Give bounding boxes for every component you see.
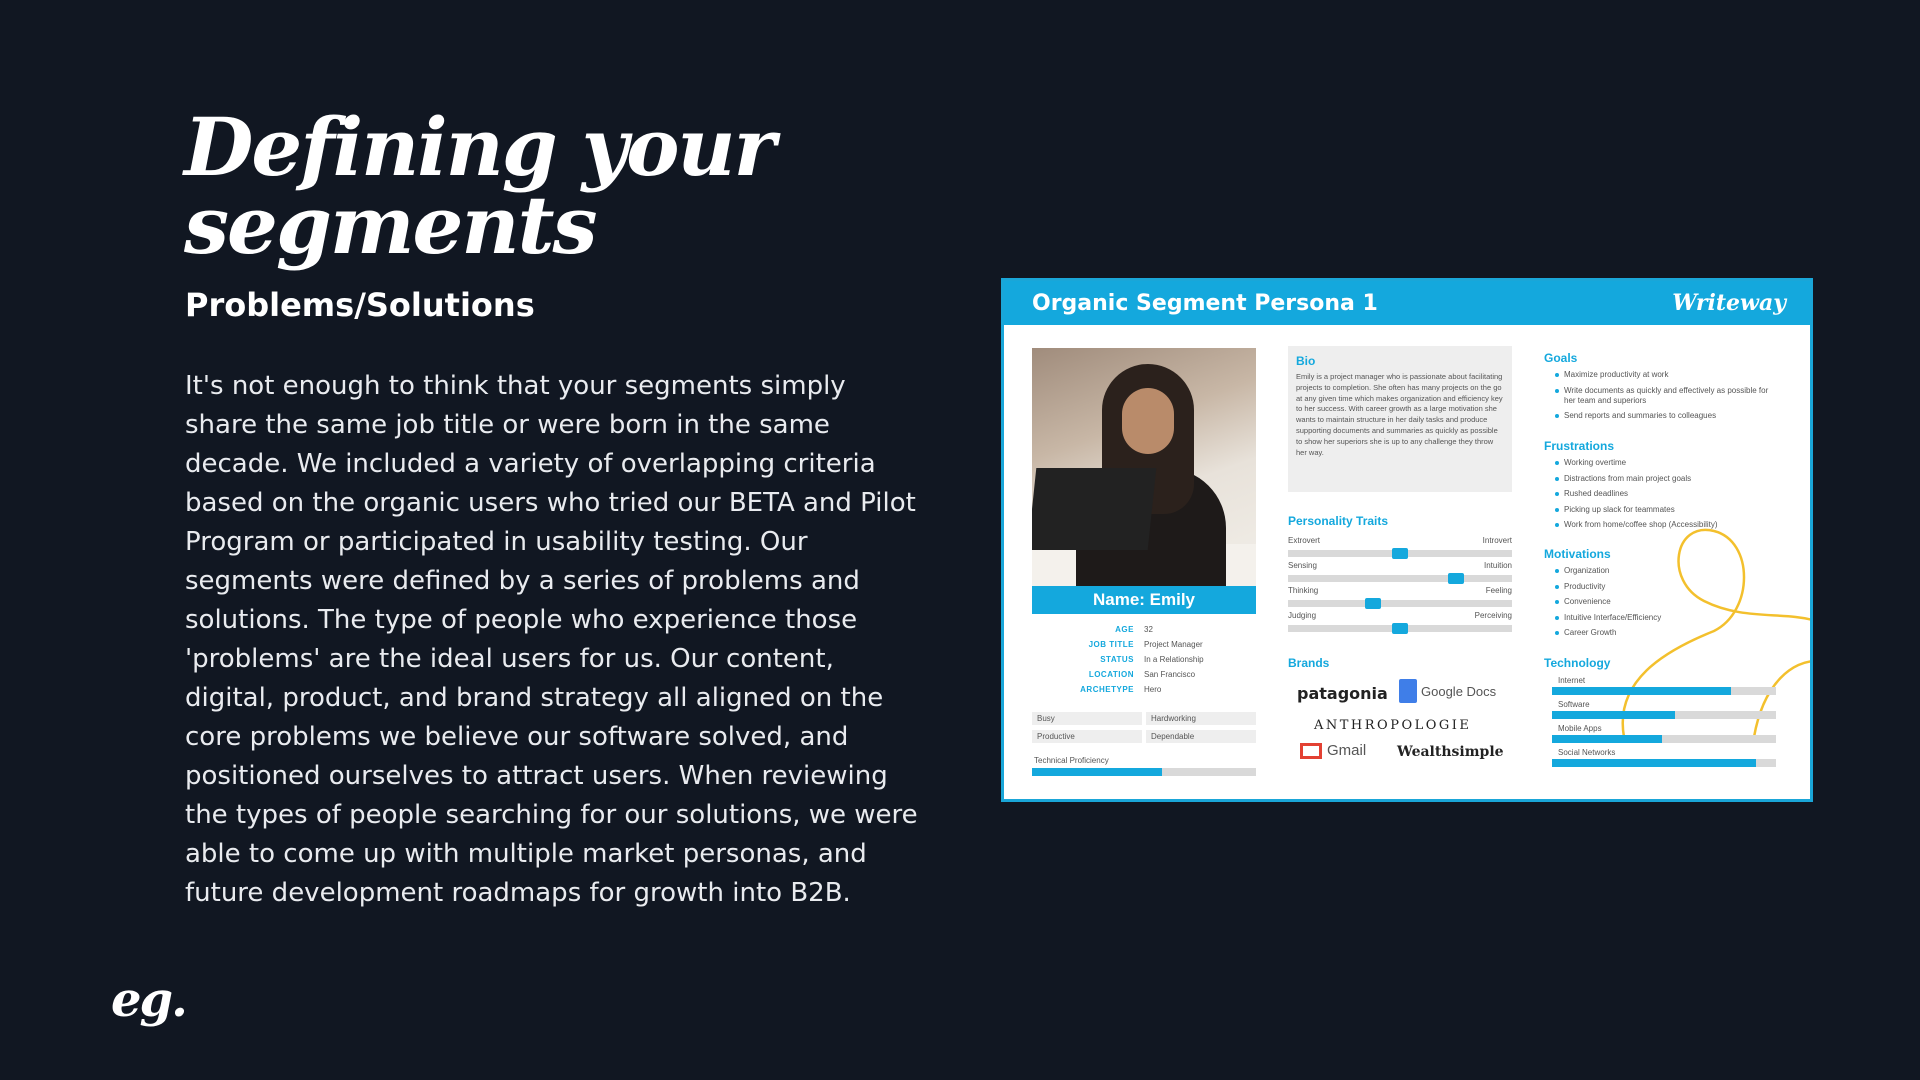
list-item: Convenience [1552, 597, 1782, 607]
info-value: In a Relationship [1144, 655, 1204, 664]
list-item: Write documents as quickly and effectively as possible for her team and superiors [1552, 386, 1782, 406]
bio-heading: Bio [1296, 354, 1316, 368]
persona-title: Organic Segment Persona 1 [1032, 290, 1378, 316]
info-row [1032, 640, 1256, 655]
info-key: STATUS [1100, 655, 1134, 664]
list-item: Distractions from main project goals [1552, 474, 1782, 484]
list-item: Rushed deadlines [1552, 489, 1782, 499]
slider-track [1288, 575, 1512, 582]
slider-right-label: Intuition [1483, 561, 1512, 570]
list-item: Organization [1552, 566, 1782, 576]
bio-text: Emily is a project manager who is passionate about facilitating projects to completion. She often has many projects on the go at any given time which makes organization and efficiency key to her success. With career growth as a large motivation she wants to maintain structure in her daily tasks and produce supporting documents and summaries as quickly as possible to show her superiors she is up to any challenge they throw her way. [1296, 372, 1503, 457]
brand-google-docs-label: Google Docs [1421, 683, 1497, 699]
technology-label: Software [1558, 700, 1590, 709]
technology-fill [1552, 759, 1756, 767]
list-item: Intuitive Interface/Efficiency [1552, 613, 1782, 623]
tech-proficiency-label: Technical Proficiency [1034, 756, 1109, 765]
list-item: Picking up slack for teammates [1552, 505, 1782, 515]
technology-track [1552, 711, 1776, 719]
info-row [1032, 670, 1256, 685]
technology-label: Social Networks [1558, 748, 1616, 757]
info-key: JOB TITLE [1088, 640, 1134, 649]
technology-heading: Technology [1544, 656, 1611, 670]
info-key: ARCHETYPE [1080, 685, 1134, 694]
goals-list [1552, 370, 1782, 427]
info-value: Hero [1144, 685, 1162, 694]
trait-cell: Hardworking [1146, 712, 1256, 725]
slider-track [1288, 625, 1512, 632]
slide-subtitle: Problems/Solutions [185, 286, 535, 324]
info-row [1032, 685, 1256, 700]
google-docs-icon [1399, 679, 1417, 703]
brand-google-docs [1399, 679, 1496, 703]
slider-left-label: Sensing [1288, 561, 1317, 570]
info-value: 32 [1144, 625, 1153, 634]
technology-bar [1552, 724, 1776, 743]
motivations-list [1552, 566, 1782, 644]
brand-gmail [1300, 742, 1366, 759]
info-key: LOCATION [1088, 670, 1134, 679]
slider-knob [1448, 573, 1464, 584]
technology-fill [1552, 687, 1731, 695]
brand-wealthsimple: Wealthsimple [1397, 744, 1504, 760]
slider-knob [1392, 548, 1408, 559]
slide-title: Defining your segments [184, 100, 774, 272]
list-item: Productivity [1552, 582, 1782, 592]
slide-body-text: It's not enough to think that your segments simply share the same job title or were born in the same decade. We included a variety of overlapping criteria based on the organic users who tried our BETA and Pilot Program or participated in usability testing. Our segments were defined by a series of problems and solutions. The type of people who experience those 'problems' are the ideal users for us. Our content, digital, product, and brand strategy all aligned on the core problems we believe our software solved, and positioned ourselves to attract users. When reviewing the types of people searching for our solutions, we were able to come up with multiple market personas, and future development roadmaps for growth into B2B. [185, 371, 918, 908]
slider-knob [1392, 623, 1408, 634]
info-row [1032, 655, 1256, 670]
persona-name: Name: Emily [1032, 586, 1256, 614]
persona-photo [1032, 348, 1256, 586]
slider-right-label: Introvert [1482, 536, 1512, 545]
personality-slider [1288, 586, 1512, 607]
slider-left-label: Extrovert [1288, 536, 1321, 545]
technology-bar [1552, 748, 1776, 767]
tech-proficiency-bar [1032, 768, 1256, 776]
tech-proficiency-fill [1032, 768, 1162, 776]
frustrations-list [1552, 458, 1782, 536]
list-item: Working overtime [1552, 458, 1782, 468]
bio-box [1288, 346, 1512, 492]
slider-left-label: Judging [1288, 611, 1317, 620]
personality-slider [1288, 611, 1512, 632]
persona-card [1001, 278, 1813, 802]
frustrations-heading: Frustrations [1544, 439, 1615, 453]
slider-right-label: Perceiving [1474, 611, 1512, 620]
technology-track [1552, 687, 1776, 695]
technology-fill [1552, 711, 1675, 719]
list-item: Work from home/coffee shop (Accessibility) [1552, 520, 1782, 530]
eg-logo: eg. [111, 972, 186, 1028]
info-key: AGE [1115, 625, 1134, 634]
slider-track [1288, 600, 1512, 607]
slider-knob [1365, 598, 1381, 609]
info-row [1032, 625, 1256, 640]
gmail-icon [1300, 743, 1322, 759]
personality-slider [1288, 561, 1512, 582]
info-value: Project Manager [1144, 640, 1203, 649]
list-item: Maximize productivity at work [1552, 370, 1782, 380]
technology-label: Internet [1558, 676, 1586, 685]
slider-track [1288, 550, 1512, 557]
brand-patagonia: patagonia [1297, 684, 1388, 703]
personality-slider [1288, 536, 1512, 557]
brands-heading: Brands [1288, 656, 1330, 670]
trait-cell: Productive [1032, 730, 1142, 743]
slider-right-label: Feeling [1485, 586, 1512, 595]
brand-anthropologie: ANTHROPOLOGIE [1314, 718, 1472, 733]
personality-heading: Personality Traits [1288, 514, 1389, 528]
trait-cell: Busy [1032, 712, 1142, 725]
list-item: Send reports and summaries to colleagues [1552, 411, 1782, 421]
motivations-heading: Motivations [1544, 547, 1611, 561]
technology-track [1552, 759, 1776, 767]
technology-label: Mobile Apps [1558, 724, 1602, 733]
trait-cell: Dependable [1146, 730, 1256, 743]
writeway-logo: Writeway [1672, 290, 1786, 316]
technology-fill [1552, 735, 1662, 743]
info-value: San Francisco [1144, 670, 1196, 679]
slider-left-label: Thinking [1288, 586, 1319, 595]
list-item: Career Growth [1552, 628, 1782, 638]
goals-heading: Goals [1544, 351, 1578, 365]
persona-card-header [1004, 281, 1810, 325]
technology-track [1552, 735, 1776, 743]
technology-bar [1552, 700, 1776, 719]
technology-bar [1552, 676, 1776, 695]
brand-gmail-label: Gmail [1327, 742, 1367, 759]
